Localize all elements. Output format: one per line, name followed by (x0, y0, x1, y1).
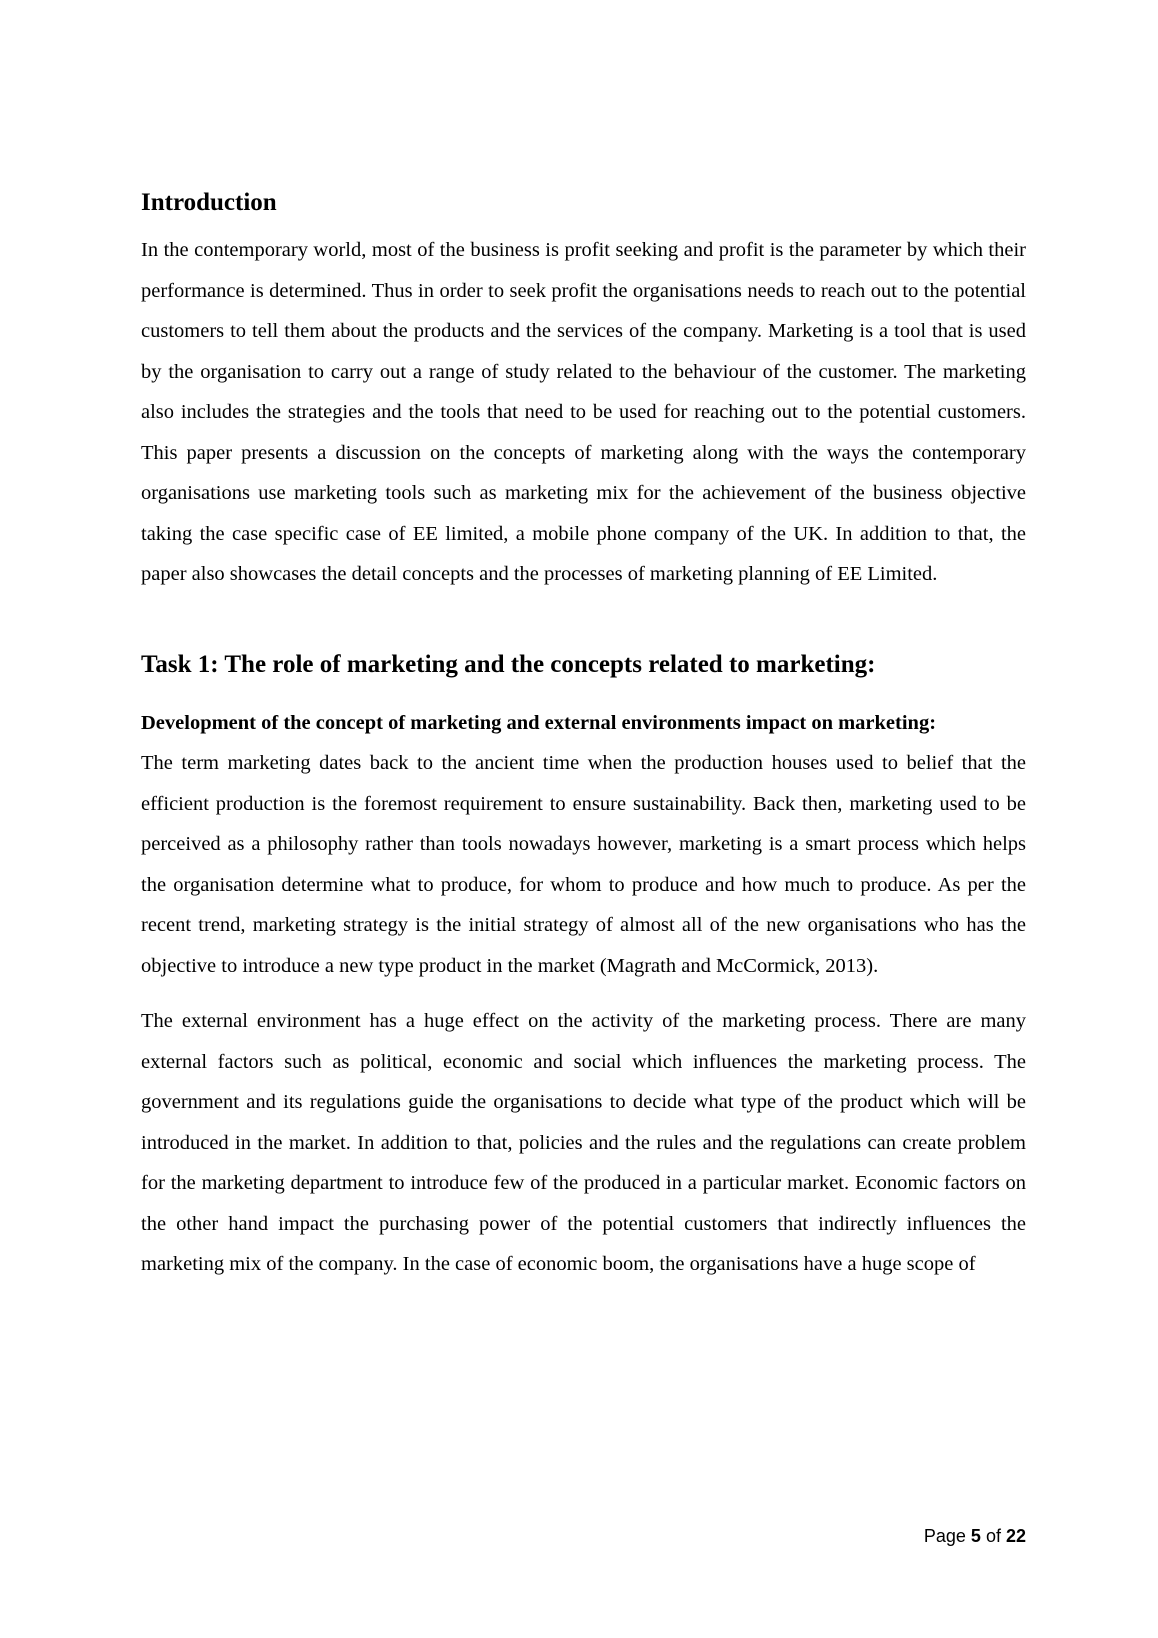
page-number-footer (924, 1526, 1026, 1547)
task1-subheading: Development of the concept of marketing and external environments impact on marketing: (141, 711, 937, 734)
page-label: Page (923, 1526, 966, 1546)
total-pages-number: 22 (1005, 1526, 1026, 1546)
of-label: of (985, 1526, 1001, 1546)
introduction-paragraph: In the contemporary world, most of the business is profit seeking and profit is the parameter by which their performance is determined. Thus in order to seek profit the organisations needs to reach out to the potential customers to tell them about the products and the services of the company. Marketing is a tool that is used by the organisation to carry out a range of study related to the behaviour of the customer. The marketing also includes the strategies and the tools that need to be used for reaching out to the potential customers. This paper presents a discussion on the concepts of marketing along with the ways the contemporary organisations use marketing tools such as marketing mix for the achievement of the business objective taking the case specific case of EE limited, a mobile phone company of the UK. In addition to that, the paper also showcases the detail concepts and the processes of marketing planning of EE Limited. (141, 239, 1026, 585)
current-page-number: 5 (970, 1526, 981, 1546)
task1-paragraph-2: The external environment has a huge effect on the activity of the marketing process. There are many external factors such as political, economic and social which influences the marketing process. The government and its regulations guide the organisations to decide what type of the product which will be introduced in the market. In addition to that, policies and the rules and the regulations can create problem for the marketing department to introduce few of the produced in a particular market. Economic factors on the other hand impact the purchasing power of the potential customers that indirectly influences the marketing mix of the company. In the case of economic boom, the organisations have a huge scope of (141, 1010, 1026, 1275)
introduction-heading: Introduction (141, 189, 277, 216)
task1-heading: Task 1: The role of marketing and the concepts related to marketing: (141, 650, 876, 678)
task1-paragraph-1: The term marketing dates back to the ancient time when the production houses used to belief that the efficient production is the foremost requirement to ensure sustainability. Back then, marketing used to be perceived as a philosophy rather than tools nowadays however, marketing is a smart process which helps the organisation determine what to produce, for whom to produce and how much to produce. As per the recent trend, marketing strategy is the initial strategy of almost all of the new organisations who has the objective to introduce a new type product in the market (Magrath and McCormick, 2013). (141, 752, 1026, 977)
page-content (141, 186, 1026, 1285)
